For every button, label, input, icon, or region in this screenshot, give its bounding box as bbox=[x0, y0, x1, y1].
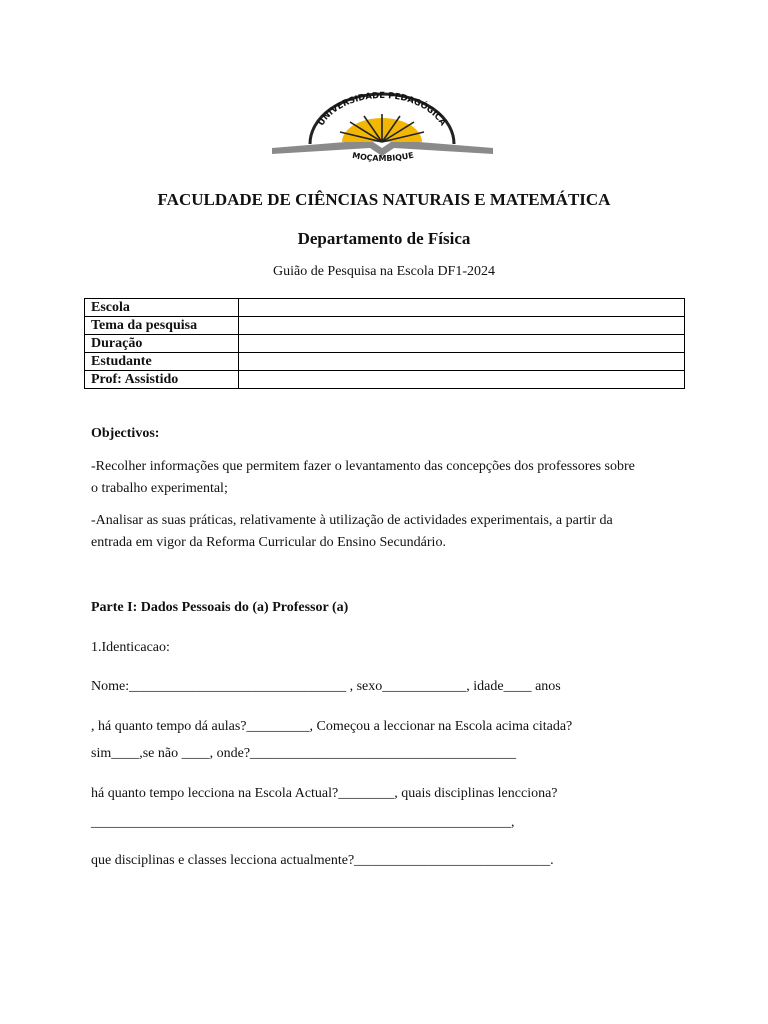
part1-heading: Parte I: Dados Pessoais do (a) Professor (a) bbox=[91, 600, 349, 615]
row-value-topic[interactable] bbox=[239, 317, 685, 335]
row-label-topic: Tema da pesquisa bbox=[85, 317, 239, 335]
objective-1-line-2: o trabalho experimental; bbox=[91, 481, 228, 496]
row-label-school: Escola bbox=[85, 299, 239, 317]
teaching-time-line: , há quanto tempo dá aulas?_________, Começou a leccionar na Escola acima citada? bbox=[91, 719, 573, 734]
row-value-school[interactable] bbox=[239, 299, 685, 317]
logo-top-text: UNIVERSIDADE PEDAGÓGICA bbox=[316, 90, 448, 128]
row-label-duration: Duração bbox=[85, 335, 239, 353]
objective-1-line-1: -Recolher informações que permitem fazer o levantamento das concepções dos professores sobre bbox=[91, 459, 635, 474]
identification-label: 1.Identicacao: bbox=[91, 640, 170, 655]
table-row bbox=[85, 353, 685, 371]
table-row bbox=[85, 371, 685, 389]
logo-bottom-text: MOÇAMBIQUE bbox=[351, 150, 415, 164]
row-value-assisted-prof[interactable] bbox=[239, 371, 685, 389]
objective-2-line-1: -Analisar as suas práticas, relativamente à utilização de actividades experimentais, a partir da bbox=[91, 513, 613, 528]
department-title: Departamento de Física bbox=[297, 229, 471, 248]
row-value-student[interactable] bbox=[239, 353, 685, 371]
name-sex-age-line: Nome:_______________________________ , sexo____________, idade____ anos bbox=[91, 679, 561, 694]
objective-2-line-2: entrada em vigor da Reforma Curricular do Ensino Secundário. bbox=[91, 535, 446, 550]
row-label-assisted-prof: Prof: Assistido bbox=[85, 371, 239, 389]
table-row bbox=[85, 299, 685, 317]
info-table bbox=[84, 298, 685, 389]
row-value-duration[interactable] bbox=[239, 335, 685, 353]
objectives-heading: Objectivos: bbox=[91, 426, 160, 441]
row-label-student: Estudante bbox=[85, 353, 239, 371]
yes-no-where-line: sim____,se não ____, onde?______________________________________ bbox=[91, 746, 517, 761]
table-row bbox=[85, 317, 685, 335]
blank-answer-line: ____________________________________________________________, bbox=[91, 815, 515, 830]
faculty-title: FACULDADE DE CIÊNCIAS NATURAIS E MATEMÁTICA bbox=[157, 190, 611, 209]
university-logo bbox=[270, 90, 495, 170]
current-school-line: há quanto tempo lecciona na Escola Actual?________, quais disciplinas lencciona? bbox=[91, 786, 558, 801]
table-row bbox=[85, 335, 685, 353]
guide-title: Guião de Pesquisa na Escola DF1-2024 bbox=[272, 264, 496, 279]
classes-line: que disciplinas e classes lecciona actualmente?____________________________. bbox=[91, 853, 554, 868]
